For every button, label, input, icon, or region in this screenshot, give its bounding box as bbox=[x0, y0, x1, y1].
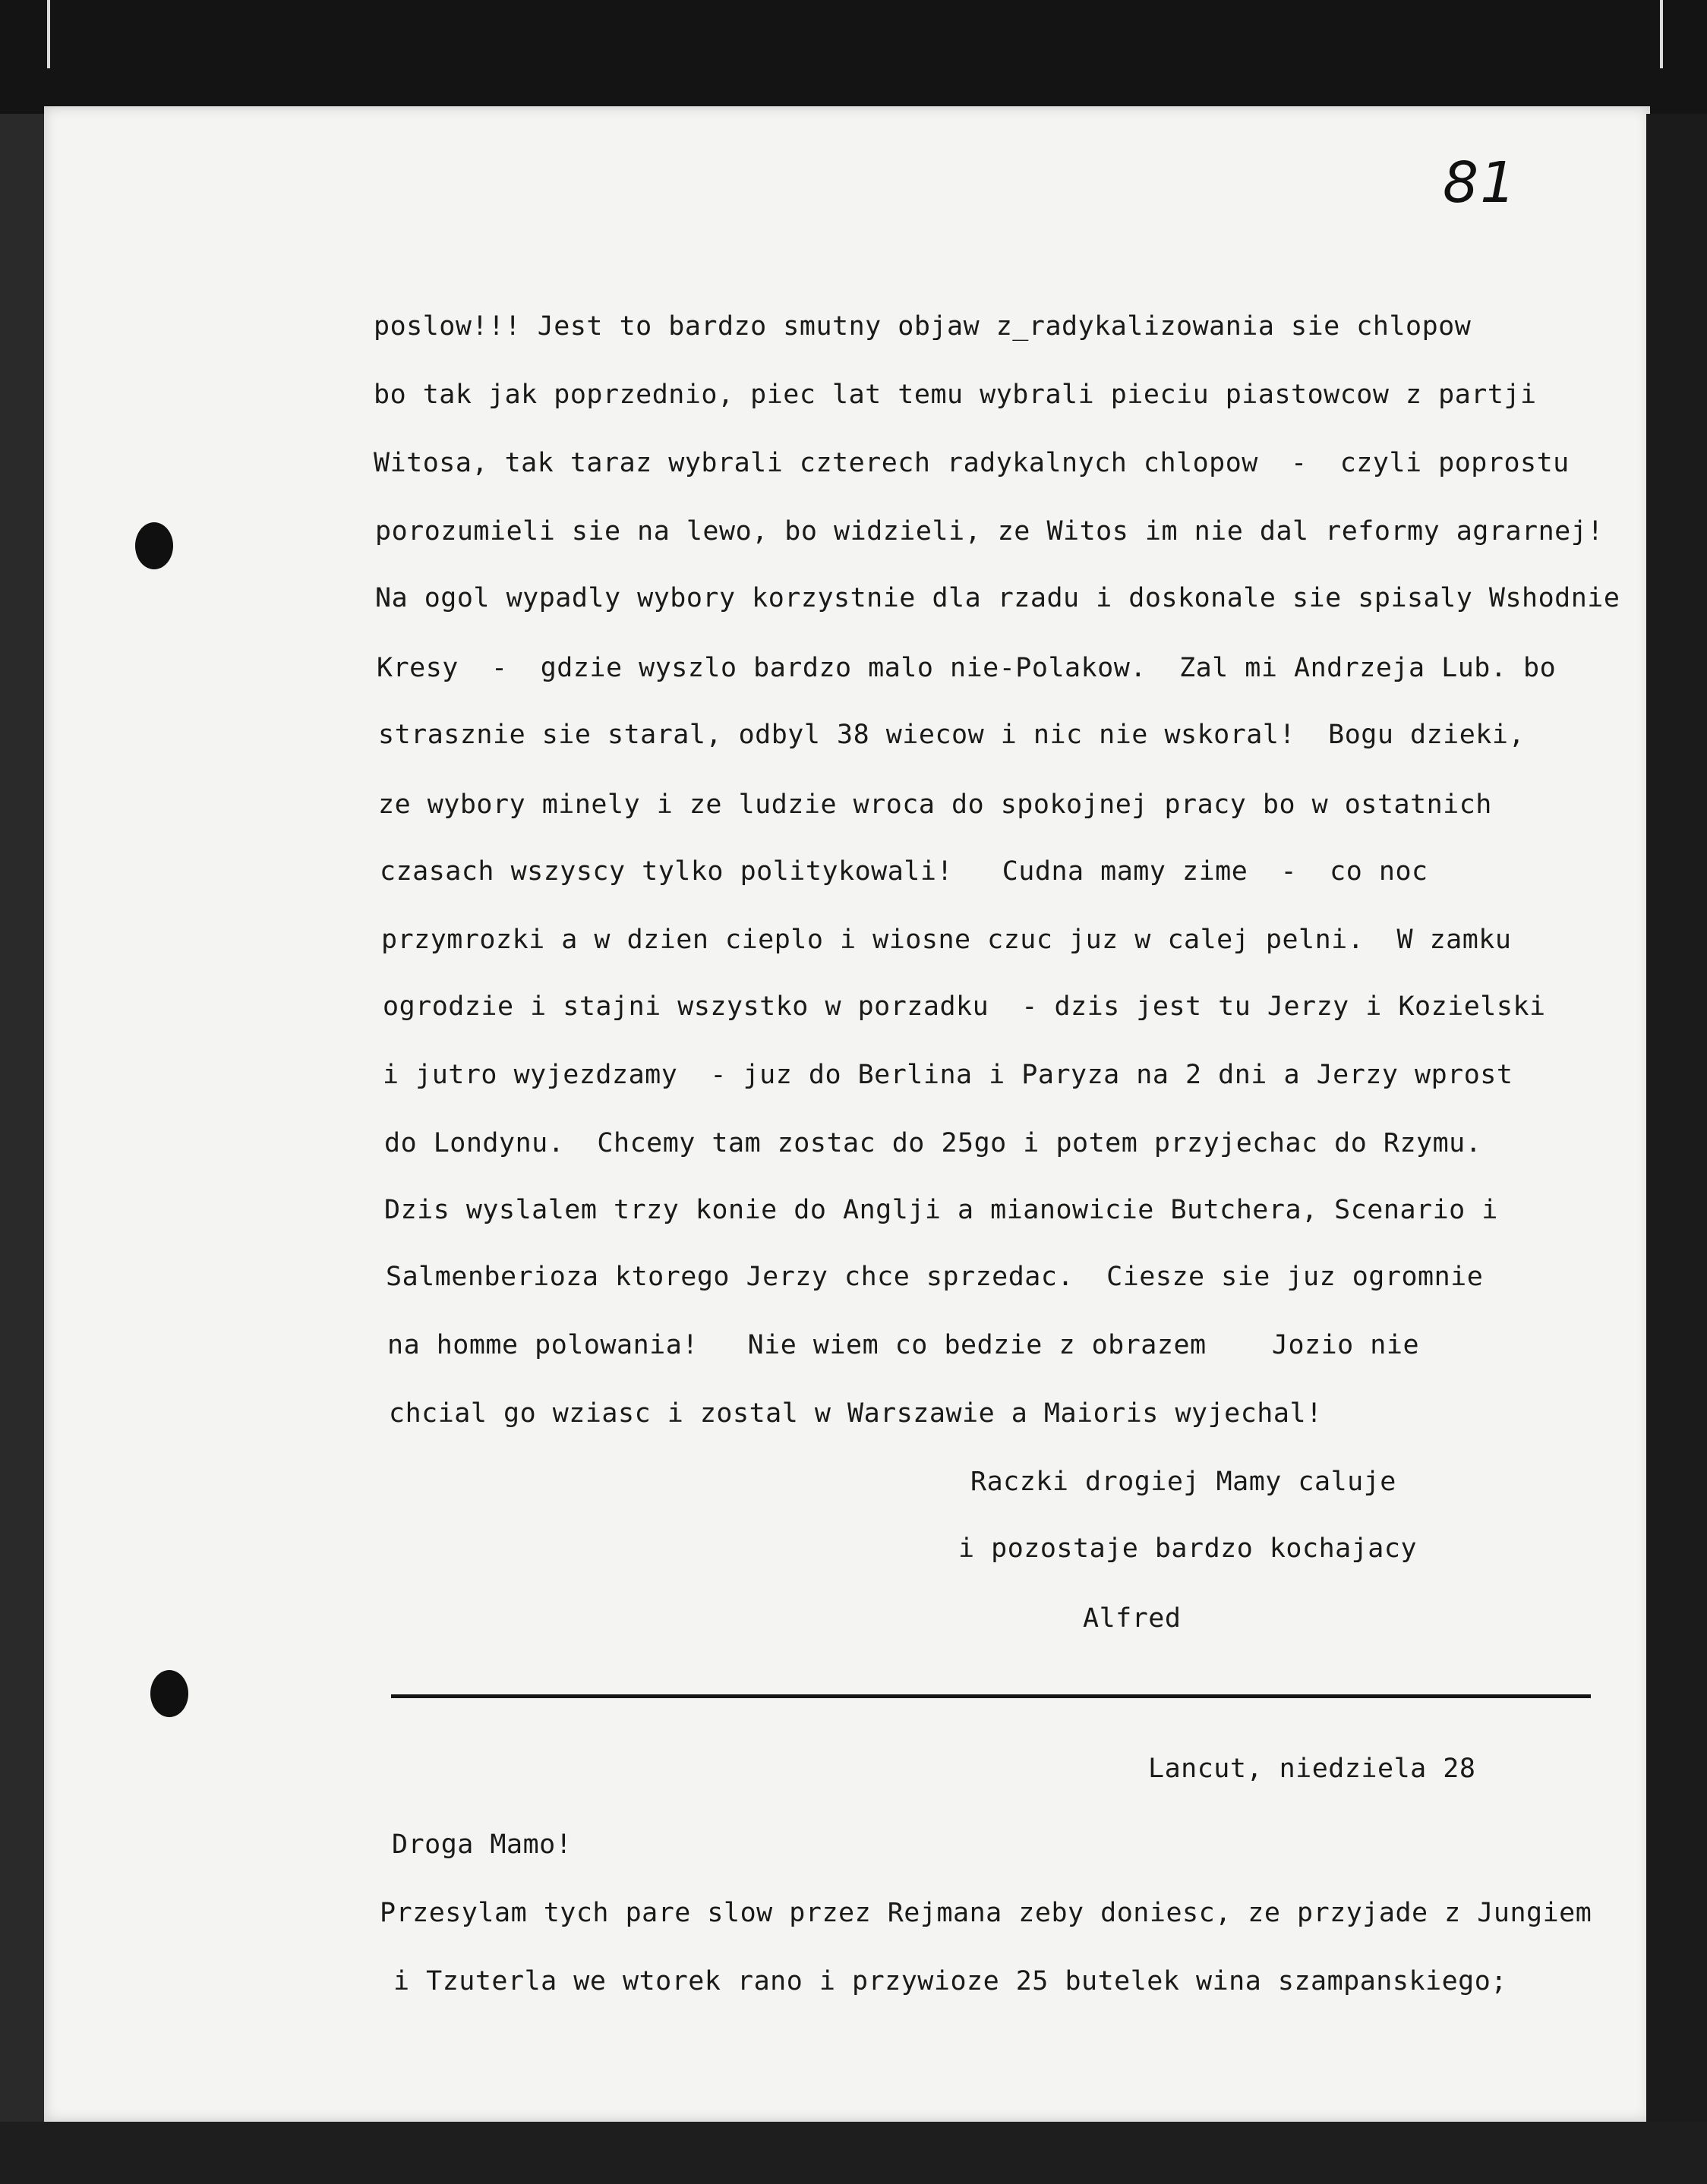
body-line: na homme polowania! Nie wiem co bedzie z obrazem Jozio nie bbox=[387, 1330, 1420, 1360]
body-line: przymrozki a w dzien cieplo i wiosne czuc juz w calej pelni. W zamku bbox=[381, 925, 1512, 955]
place-date: Lancut, niedziela 28 bbox=[1148, 1754, 1476, 1784]
film-tick-mark bbox=[1660, 0, 1663, 68]
page-shadow-edge bbox=[1646, 114, 1707, 2184]
body-line: Dzis wyslalem trzy konie do Anglji a mianowicie Butchera, Scenario i bbox=[384, 1195, 1498, 1225]
body-line: chcial go wziasc i zostal w Warszawie a Maioris wyjechal! bbox=[389, 1398, 1323, 1429]
body-line: ze wybory minely i ze ludzie wroca do spokojnej pracy bo w ostatnich bbox=[378, 789, 1492, 820]
body-line: czasach wszyscy tylko politykowali! Cudna mamy zime - co noc bbox=[380, 856, 1428, 887]
body-line: poslow!!! Jest to bardzo smutny objaw z_radykalizowania sie chlopow bbox=[374, 311, 1472, 342]
body-line: Na ogol wypadly wybory korzystnie dla rzadu i doskonale sie spisaly Wshodnie bbox=[375, 583, 1620, 613]
body-line: i jutro wyjezdzamy - juz do Berlina i Paryza na 2 dni a Jerzy wprost bbox=[383, 1060, 1513, 1090]
body-line: Kresy - gdzie wyszlo bardzo malo nie-Polakow. Zal mi Andrzeja Lub. bo bbox=[377, 653, 1557, 683]
punch-hole bbox=[135, 522, 173, 569]
body-line: strasznie sie staral, odbyl 38 wiecow i nic nie wskoral! Bogu dzieki, bbox=[378, 720, 1526, 750]
body-line: Przesylam tych pare slow przez Rejmana zeby doniesc, ze przyjade z Jungiem bbox=[380, 1898, 1592, 1928]
salutation: Droga Mamo! bbox=[392, 1829, 573, 1860]
letter-divider-rule bbox=[391, 1694, 1591, 1698]
closing-line: Raczki drogiej Mamy caluje bbox=[970, 1467, 1396, 1497]
film-top-border bbox=[0, 0, 1707, 114]
body-line: do Londynu. Chcemy tam zostac do 25go i potem przyjechac do Rzymu. bbox=[384, 1128, 1482, 1158]
body-line: i Tzuterla we wtorek rano i przywioze 25 butelek wina szampanskiego; bbox=[393, 1966, 1507, 1996]
punch-hole bbox=[150, 1670, 188, 1717]
folio-number: 81 bbox=[1443, 150, 1518, 216]
closing-line: i pozostaje bardzo kochajacy bbox=[958, 1533, 1418, 1564]
body-line: porozumieli sie na lewo, bo widzieli, ze Witos im nie dal reformy agrarnej! bbox=[375, 516, 1604, 547]
body-line: bo tak jak poprzednio, piec lat temu wybrali pieciu piastowcow z partji bbox=[374, 380, 1537, 410]
body-line: Witosa, tak taraz wybrali czterech radykalnych chlopow - czyli poprostu bbox=[374, 448, 1570, 478]
film-bottom-border bbox=[0, 2122, 1707, 2184]
film-tick-mark bbox=[47, 0, 50, 68]
body-line: Salmenberioza ktorego Jerzy chce sprzedac. Ciesze sie juz ogromnie bbox=[386, 1262, 1484, 1292]
body-line: ogrodzie i stajni wszystko w porzadku - dzis jest tu Jerzy i Kozielski bbox=[383, 991, 1546, 1022]
signature-name: Alfred bbox=[1083, 1603, 1182, 1634]
